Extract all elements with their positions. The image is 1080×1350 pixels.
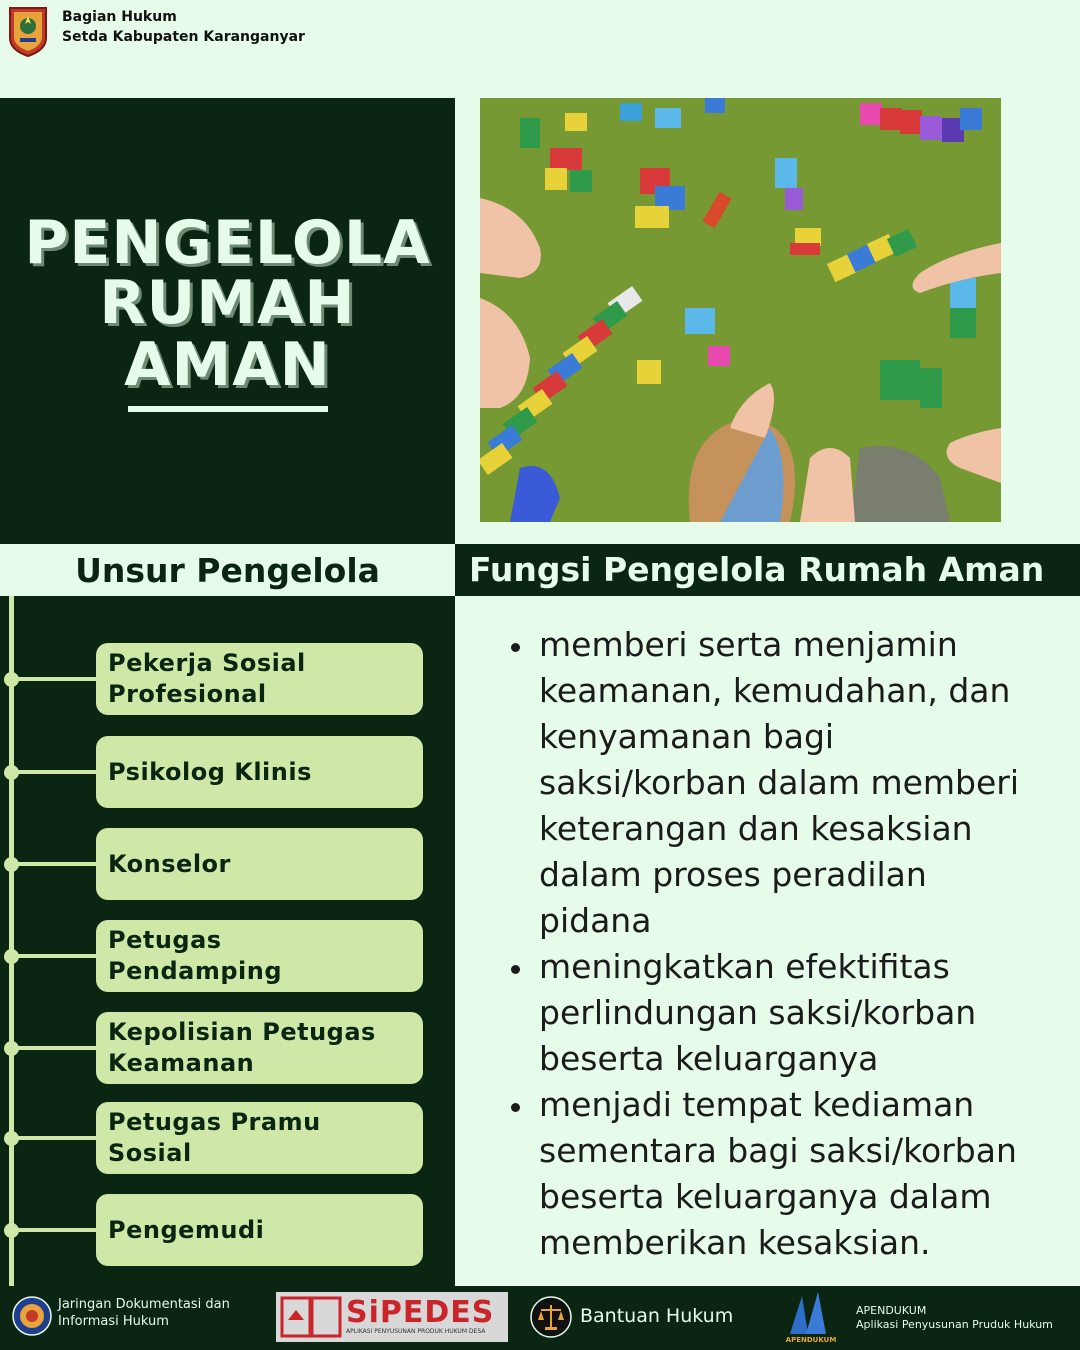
sipedes-logo (276, 1292, 508, 1342)
timeline-dot (4, 1223, 19, 1238)
role-card (96, 1194, 423, 1266)
timeline-dot (4, 672, 19, 687)
org-name-line2: Setda Kabupaten Karanganyar (62, 29, 305, 45)
role-card (96, 1012, 423, 1084)
children-playing-blocks-photo (480, 98, 1001, 522)
function-item: menjadi tempat kediaman sementara bagi saksi/korban beserta keluarganya dalam memberikan kesaksian. (505, 1082, 1055, 1266)
timeline-dot (4, 857, 19, 872)
timeline-connector (12, 1136, 98, 1140)
timeline-connector (12, 1228, 98, 1232)
timeline-connector (12, 770, 98, 774)
sipedes-tagline: APLIKASI PENYUSUNAN PRODUK HUKUM DESA (346, 1328, 486, 1335)
regency-crest-icon (6, 4, 50, 58)
photo-illustration (480, 98, 1001, 522)
timeline-line (9, 596, 14, 1286)
role-label: Petugas Pramu Sosial (108, 1108, 321, 1167)
scales-of-justice-icon (530, 1296, 572, 1338)
apendukum-label-line2: Aplikasi Penyusunan Pruduk Hukum (856, 1318, 1053, 1331)
bantuan-hukum-label: Bantuan Hukum (580, 1305, 734, 1327)
role-label: Pekerja Sosial Profesional (108, 649, 306, 708)
apendukum-label-line1: APENDUKUM (856, 1304, 927, 1317)
timeline-dot (4, 765, 19, 780)
title-underline (128, 406, 328, 412)
timeline-dot (4, 949, 19, 964)
page-title-line2: RUMAH (99, 268, 356, 338)
sipedes-book-icon (280, 1296, 342, 1338)
role-card (96, 1102, 423, 1174)
jdih-label-line1: Jaringan Dokumentasi dan (58, 1297, 230, 1312)
page-title-line1: PENGELOLA (24, 208, 431, 278)
role-card (96, 828, 423, 900)
apendukum-logo (780, 1290, 842, 1346)
page-title-line3: AMAN (124, 330, 331, 400)
sipedes-wordmark: SiPEDES (346, 1295, 495, 1330)
functions-list (505, 622, 1055, 1266)
role-card (96, 736, 423, 808)
footer-bar (0, 1286, 1080, 1350)
timeline-connector (12, 1046, 98, 1050)
timeline-dot (4, 1131, 19, 1146)
timeline-connector (12, 862, 98, 866)
role-label: Kepolisian Petugas Keamanan (108, 1018, 376, 1077)
timeline-connector (12, 677, 98, 681)
section-heading-unsur-pengelola: Unsur Pengelola (75, 551, 380, 590)
header (0, 0, 1080, 70)
role-label: Psikolog Klinis (108, 757, 312, 786)
function-item: meningkatkan efektifitas perlindungan saksi/korban beserta keluarganya (505, 944, 1055, 1082)
section-heading-fungsi-pengelola: Fungsi Pengelola Rumah Aman (455, 544, 1080, 596)
role-label: Konselor (108, 849, 231, 878)
role-label: Petugas Pendamping (108, 926, 283, 985)
apendukum-logo-text: APENDUKUM (785, 1336, 837, 1344)
jdih-label-line2: Informasi Hukum (58, 1314, 169, 1329)
role-card (96, 920, 423, 992)
org-name-line1: Bagian Hukum (62, 9, 177, 25)
timeline-dot (4, 1041, 19, 1056)
title-panel (0, 98, 455, 544)
jdih-seal-icon (12, 1296, 52, 1336)
roles-panel (0, 596, 455, 1286)
timeline-connector (12, 954, 98, 958)
role-label: Pengemudi (108, 1215, 265, 1244)
function-item: memberi serta menjamin keamanan, kemudahan, dan kenyamanan bagi saksi/korban dalam memberi keterangan dan kesaksian dalam proses peradilan pidana (505, 622, 1055, 944)
role-card (96, 643, 423, 715)
